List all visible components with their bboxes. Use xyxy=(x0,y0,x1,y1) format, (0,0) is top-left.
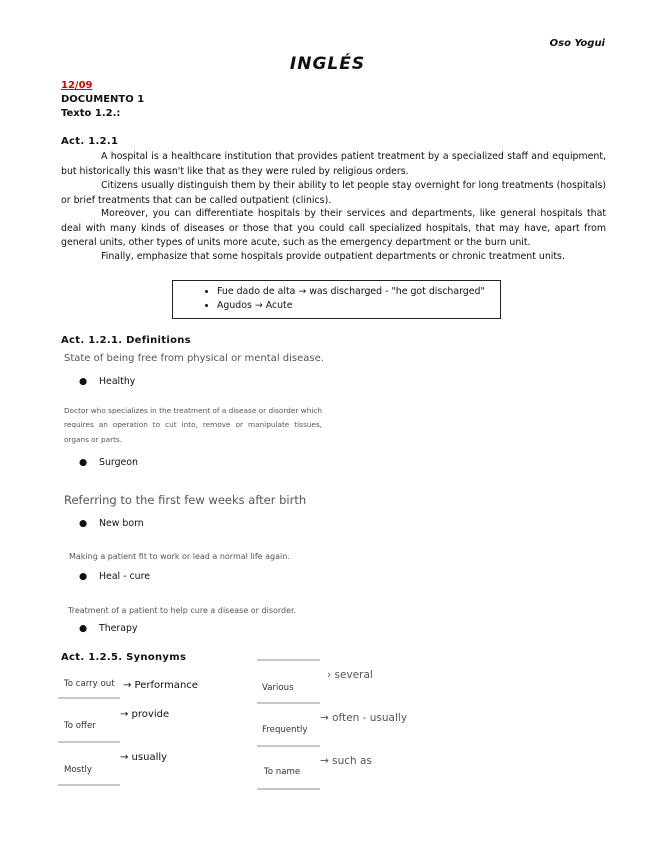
synonym-answer-left: → provide xyxy=(120,709,170,720)
vocabulary-list xyxy=(173,285,500,313)
synonym-answer-left: → Performance xyxy=(123,680,198,691)
definition-4: Making a patient fit to work or lead a normal life again. xyxy=(69,552,290,561)
paragraph-1 xyxy=(61,150,606,179)
synonym-term-right: Frequently xyxy=(262,725,308,735)
date-label: 12/09 xyxy=(61,80,93,91)
answer-text: Healthy xyxy=(99,376,136,387)
answer-text: Therapy xyxy=(99,623,138,634)
paragraph-1-text: A hospital is a healthcare institution that provides patient treatment by a specialized staff and equipment, but historically this wasn't like that as they were ruled by religious orders. xyxy=(61,151,606,177)
bullet-icon: ● xyxy=(79,457,88,468)
vocabulary-item: • Agudos → Acute xyxy=(217,299,500,313)
divider-line xyxy=(257,788,320,790)
document-label: DOCUMENTO 1 xyxy=(61,94,145,105)
paragraph-4 xyxy=(61,250,606,265)
bullet-icon: ● xyxy=(79,571,88,582)
answer-text: Surgeon xyxy=(99,457,138,468)
texto-label: Texto 1.2.: xyxy=(61,108,121,119)
paragraph-3-text: Moreover, you can differentiate hospitals by their services and departments, like general hospitals that deal with many kinds of diseases or those that you could call specialized hospitals, that may have, apart from general units, other types of units more acute, such as the emergency department or the burn unit. xyxy=(61,208,606,248)
synonym-term-right: Various xyxy=(262,683,294,693)
divider-line xyxy=(58,784,120,786)
synonym-term-left: To carry out xyxy=(64,679,115,689)
answer-3 xyxy=(79,518,144,529)
definition-5: Treatment of a patient to help cure a disease or disorder. xyxy=(68,606,297,615)
divider-line xyxy=(257,659,320,661)
act-heading-1-2-1: Act. 1.2.1 xyxy=(61,136,119,147)
divider-line xyxy=(257,702,320,704)
answer-4 xyxy=(79,571,150,582)
author-name: Oso Yogui xyxy=(549,38,605,49)
definition-3: Referring to the first few weeks after birth xyxy=(64,493,307,507)
synonym-answer-right: → such as xyxy=(320,755,372,767)
synonym-term-left: Mostly xyxy=(64,765,92,775)
bullet-icon: ● xyxy=(79,518,88,529)
synonyms-heading: Act. 1.2.5. Synonyms xyxy=(61,652,187,663)
paragraph-4-text: Finally, emphasize that some hospitals provide outpatient departments or chronic treatment units. xyxy=(101,251,565,262)
definition-2: Doctor who specializes in the treatment of a disease or disorder which requires an operation to cut into, remove or manipulate tissues, organs or parts. xyxy=(64,406,322,444)
vocabulary-box xyxy=(172,280,501,319)
divider-line xyxy=(58,741,120,743)
answer-text: Heal - cure xyxy=(99,571,151,582)
synonym-answer-right: › several xyxy=(327,669,373,681)
divider-line xyxy=(257,745,320,747)
synonym-term-right: To name xyxy=(264,767,301,777)
definitions-heading: Act. 1.2.1. Definitions xyxy=(61,335,191,346)
divider-line xyxy=(58,697,120,699)
answer-5 xyxy=(79,623,138,634)
bullet-icon: ● xyxy=(79,623,88,634)
paragraph-2-text: Citizens usually distinguish them by their ability to let people stay overnight for long treatments (hospitals) or brief treatments that can be called outpatient (clinics). xyxy=(61,180,606,206)
bullet-icon: ● xyxy=(79,376,88,387)
vocabulary-item: • Fue dado de alta → was discharged - "he got discharged" xyxy=(217,285,500,299)
answer-1 xyxy=(79,376,135,387)
synonym-term-left: To offer xyxy=(64,721,96,731)
paragraph-2 xyxy=(61,179,606,208)
synonym-answer-left: → usually xyxy=(120,752,168,763)
synonym-answer-right: → often - usually xyxy=(320,712,408,724)
answer-2 xyxy=(79,457,138,468)
answer-text: New born xyxy=(99,518,144,529)
paragraph-3 xyxy=(61,207,606,251)
page-title: INGLÉS xyxy=(289,54,366,74)
definition-1: State of being free from physical or mental disease. xyxy=(64,353,324,364)
